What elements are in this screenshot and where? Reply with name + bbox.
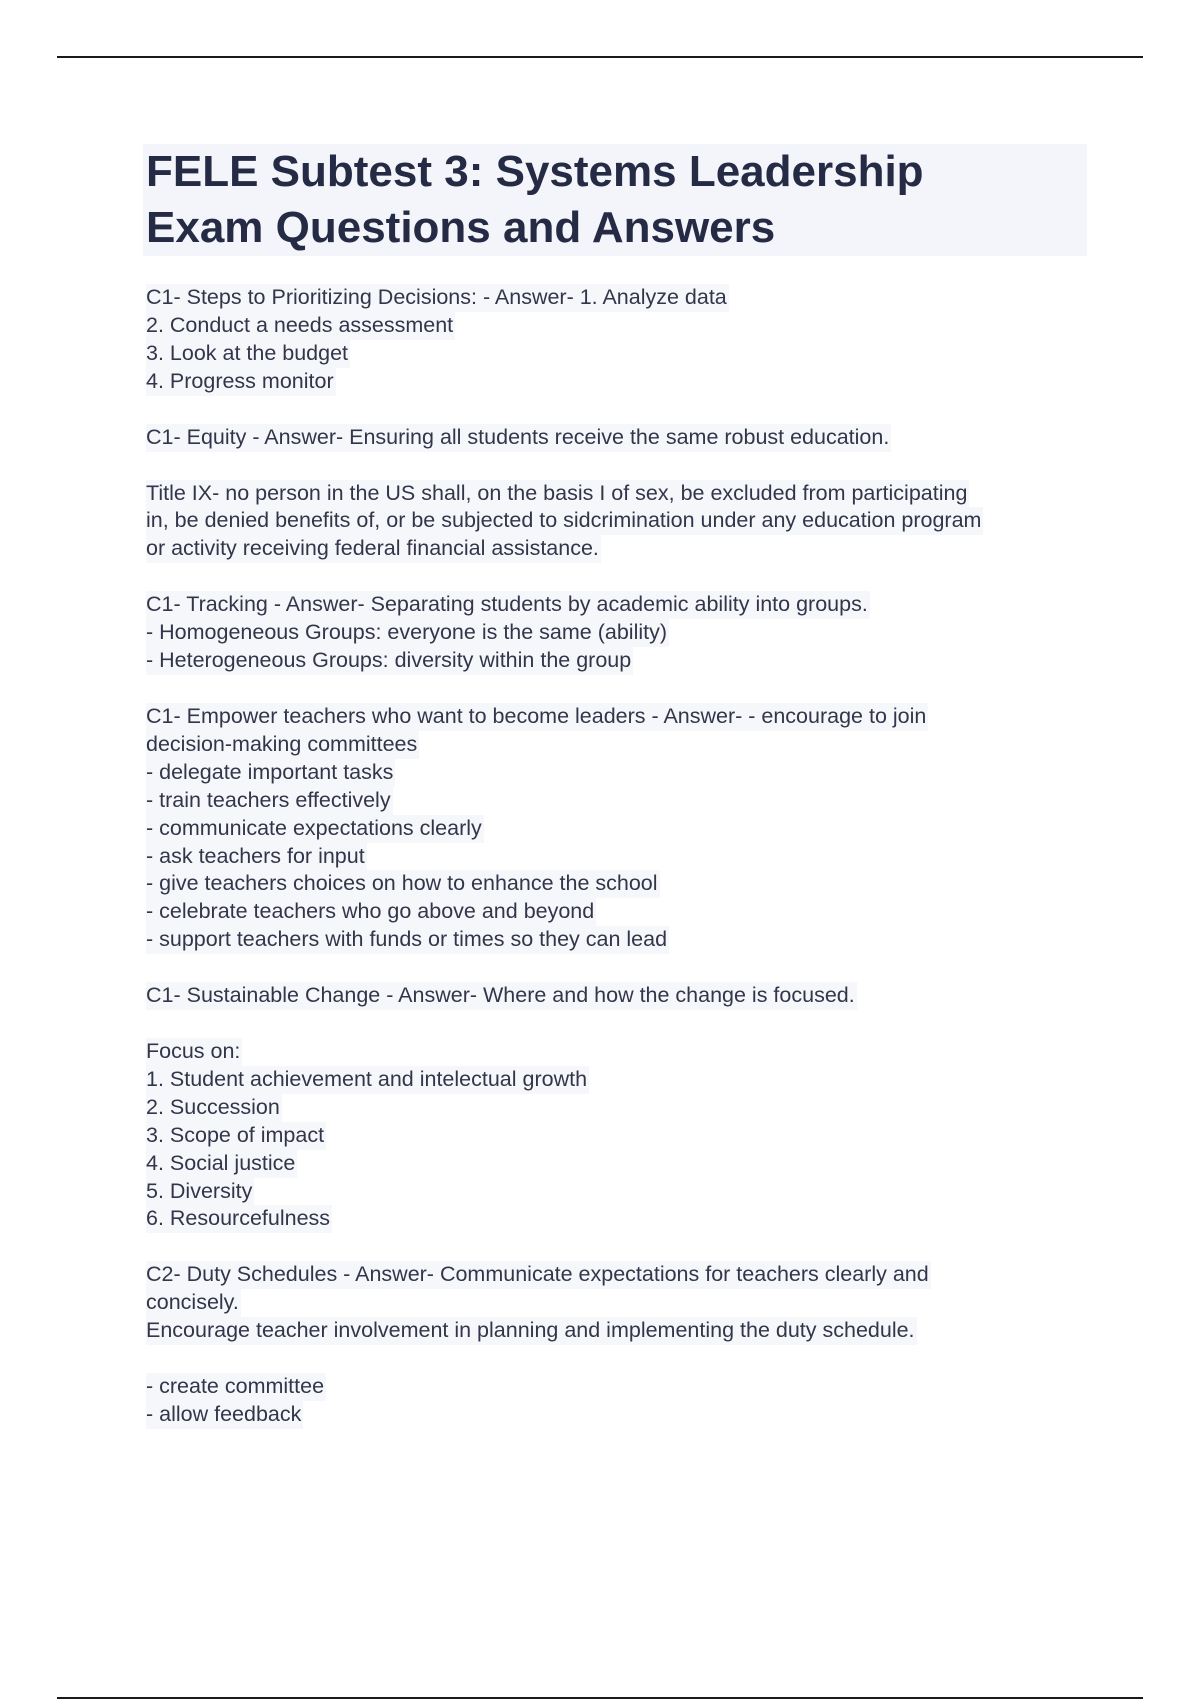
- paragraph: [146, 591, 1106, 675]
- title-line-1: FELE Subtest 3: Systems Leadership: [146, 147, 924, 196]
- text-line: concisely.: [146, 1289, 241, 1317]
- text-line: Title IX- no person in the US shall, on the basis I of sex, be excluded from participating: [146, 480, 969, 508]
- text-line: Focus on:: [146, 1038, 242, 1066]
- text-line: 4. Progress monitor: [146, 368, 336, 396]
- paragraph: [146, 1038, 1106, 1233]
- text-line: - Heterogeneous Groups: diversity within the group: [146, 647, 633, 675]
- text-line: 2. Conduct a needs assessment: [146, 312, 455, 340]
- text-line: - give teachers choices on how to enhance the school: [146, 870, 660, 898]
- text-line: or activity receiving federal financial assistance.: [146, 535, 601, 563]
- text-line: 4. Social justice: [146, 1150, 297, 1178]
- text-line: C1- Empower teachers who want to become leaders - Answer- - encourage to join: [146, 703, 928, 731]
- text-line: in, be denied benefits of, or be subjected to sidcrimination under any education program: [146, 507, 983, 535]
- text-line: - Homogeneous Groups: everyone is the same (ability): [146, 619, 669, 647]
- paragraph: [146, 703, 1106, 954]
- text-line: 3. Scope of impact: [146, 1122, 326, 1150]
- text-line: - train teachers effectively: [146, 787, 393, 815]
- text-line: decision-making committees: [146, 731, 419, 759]
- text-line: 5. Diversity: [146, 1178, 254, 1206]
- text-line: - support teachers with funds or times so they can lead: [146, 926, 669, 954]
- text-line: 6. Resourcefulness: [146, 1205, 332, 1233]
- text-line: C2- Duty Schedules - Answer- Communicate expectations for teachers clearly and: [146, 1261, 931, 1289]
- text-line: - celebrate teachers who go above and beyond: [146, 898, 596, 926]
- page-title: [146, 144, 1086, 256]
- paragraph: [146, 480, 1106, 564]
- top-rule: [57, 56, 1143, 58]
- bottom-rule: [57, 1697, 1143, 1699]
- text-line: 1. Student achievement and intelectual growth: [146, 1066, 589, 1094]
- paragraph: [146, 982, 1106, 1010]
- text-line: - create committee: [146, 1373, 326, 1401]
- text-line: C1- Sustainable Change - Answer- Where and how the change is focused.: [146, 982, 857, 1010]
- text-line: 2. Succession: [146, 1094, 282, 1122]
- title-line-2: Exam Questions and Answers: [146, 203, 776, 252]
- paragraph: [146, 284, 1106, 396]
- text-line: - communicate expectations clearly: [146, 815, 484, 843]
- text-line: 3. Look at the budget: [146, 340, 350, 368]
- text-line: - delegate important tasks: [146, 759, 395, 787]
- text-line: Encourage teacher involvement in planning and implementing the duty schedule.: [146, 1317, 917, 1345]
- text-line: C1- Tracking - Answer- Separating students by academic ability into groups.: [146, 591, 870, 619]
- text-line: C1- Steps to Prioritizing Decisions: - Answer- 1. Analyze data: [146, 284, 729, 312]
- paragraph: [146, 1373, 1106, 1429]
- paragraph: [146, 1261, 1106, 1345]
- text-line: - allow feedback: [146, 1401, 303, 1429]
- text-line: C1- Equity - Answer- Ensuring all students receive the same robust education.: [146, 424, 891, 452]
- paragraph: [146, 424, 1106, 452]
- document-body: [146, 284, 1106, 1457]
- text-line: - ask teachers for input: [146, 843, 367, 871]
